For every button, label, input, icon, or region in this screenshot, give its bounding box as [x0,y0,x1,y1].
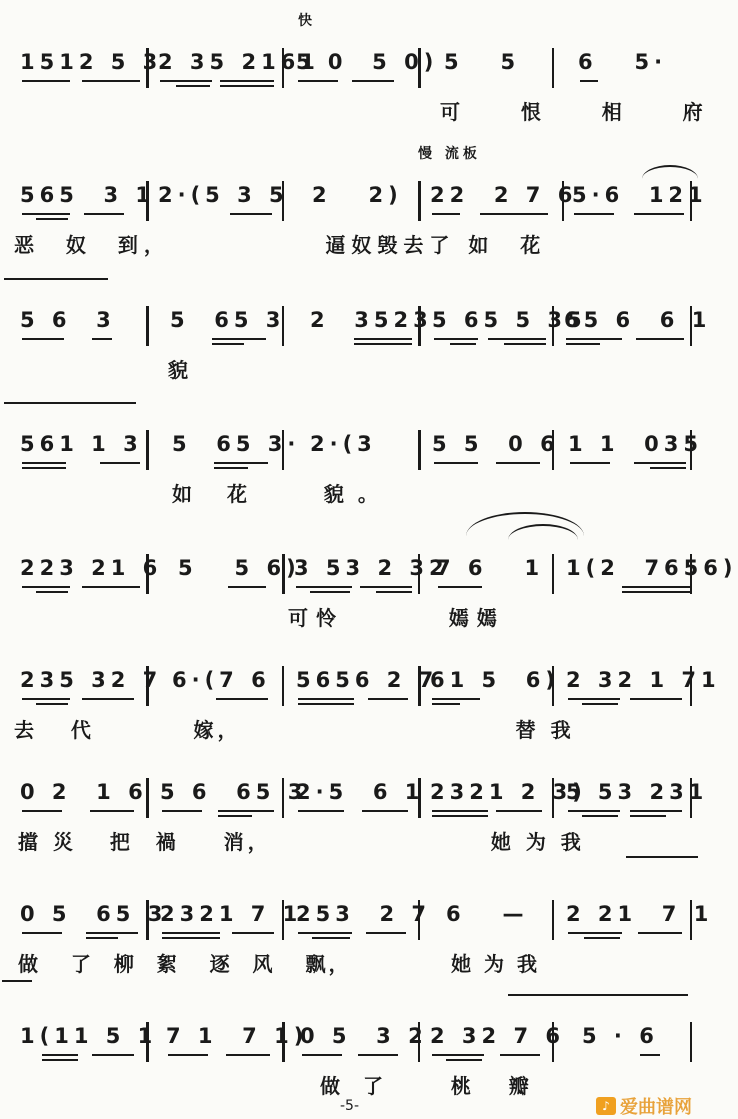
underline-beam [496,810,542,812]
underline-beam [218,815,252,817]
slur [4,402,136,404]
measure-notes: 6·(7 6 [172,668,271,692]
bar-line [552,48,554,88]
underline-beam [298,932,352,934]
measure-notes: 2·(5 3 5 [158,183,289,207]
underline-beam [100,462,140,464]
measure-notes: 5 · 6 [582,1024,659,1048]
staff-system-3 [0,300,712,400]
measure-notes: 2 32 1 71 [566,668,721,692]
underline-beam [310,591,350,593]
underline-beam [22,932,62,934]
measure-notes: 2 21 7 1 [566,902,714,926]
underline-beam [22,213,70,215]
underline-beam [296,586,352,588]
underline-beam [298,810,344,812]
measure-notes: 5 6 3 [20,308,116,332]
measure-notes: 5 53 231 [566,780,709,804]
underline-beam [162,932,220,934]
slur [4,278,108,280]
measure-notes: 2 32 7 6 [430,1024,565,1048]
underline-beam [446,1059,482,1061]
measure-notes: 223 21 6 [20,556,163,580]
underline-beam [362,810,408,812]
underline-beam [226,1054,270,1056]
measure-notes: 5 65 3· [172,432,301,456]
measure-notes: 2321 7 1 [160,902,303,926]
underline-beam [230,213,272,215]
underline-beam [574,213,614,215]
underline-beam [214,462,268,464]
underline-beam [622,586,692,588]
underline-beam [358,1054,398,1056]
measure-notes: 1 1 035 [568,432,703,456]
underline-beam [214,467,248,469]
underline-beam [22,338,64,340]
underline-beam [162,937,220,939]
measure-notes: 5 5 0 6 [432,432,560,456]
underline-beam [568,932,622,934]
underline-beam [220,80,274,82]
underline-beam [366,932,406,934]
measure-notes: 0 5 65 3 [20,902,168,926]
underline-beam [298,698,354,700]
underline-beam [92,338,112,340]
measure-notes: 7 6 1 [436,556,545,580]
underline-beam [354,338,412,340]
underline-beam [376,591,412,593]
underline-beam [36,703,68,705]
underline-beam [488,338,546,340]
measure-notes: 61 5 6) [430,668,560,692]
measure-notes: 65 6 6 1 [564,308,712,332]
underline-beam [86,937,118,939]
staff-system-8 [0,894,714,994]
lyric-line: 恶 奴 到， 逼奴毁去了 如 花 [14,233,547,257]
underline-beam [582,815,618,817]
measure-notes: 5 5 [444,50,521,74]
underline-beam [212,343,244,345]
measure-notes: 6 — [446,902,529,926]
lyric-line: 如 花 貌。 [172,482,392,506]
measure-notes: 253 2 7 [296,902,431,926]
underline-beam [636,338,684,340]
underline-beam [650,467,686,469]
underline-beam [570,462,610,464]
staff-system-4 [0,424,703,524]
measure-notes: 2 2) [312,183,403,207]
measure-notes: 5 5 6) [178,556,301,580]
underline-beam [634,213,684,215]
underline-beam [82,80,140,82]
measure-notes: 565 3 1 [20,183,155,207]
underline-beam [84,213,124,215]
underline-beam [638,932,682,934]
underline-beam [298,703,354,705]
slur [642,165,698,179]
underline-beam [302,1054,342,1056]
underline-beam [352,80,394,82]
bar-line [146,306,149,346]
watermark-text: 爱曲谱网 [620,1097,692,1118]
lyric-line: 做 了 桃 瓣 [320,1074,537,1098]
underline-beam [568,698,620,700]
slur [2,980,32,982]
underline-beam [496,462,540,464]
lyric-line: 貌 [168,358,198,382]
underline-beam [582,703,618,705]
staff-system-7 [0,772,709,872]
music-note-icon: ♪ [596,1097,616,1115]
underline-beam [630,698,682,700]
underline-beam [42,1059,78,1061]
lyric-line: 擋 災 把 禍 消， 她 为 我 [18,830,585,854]
underline-beam [360,586,412,588]
underline-beam [432,810,488,812]
lyric-line: 可怜 嫣嫣 [288,606,505,630]
measure-notes: 0 2 1 6 [20,780,148,804]
underline-beam [634,462,686,464]
measure-notes: 2 3523 [310,308,433,332]
measure-notes: 5656 2 7 [296,668,439,692]
underline-beam [432,698,480,700]
underline-beam [630,810,682,812]
lyric-line: 去 代 嫁， 替 我 [14,718,575,742]
underline-beam [566,343,600,345]
measure-notes: 1(11 5 1 [20,1024,158,1048]
underline-beam [22,467,66,469]
tempo-marking: 慢 流板 [418,146,481,162]
tempo-marking: 快 [298,13,316,29]
measure-notes: 235 32 7 [20,668,163,692]
underline-beam [640,1054,660,1056]
lyric-line: 可 恨 相 府 [440,100,713,124]
staff-system-5 [0,548,738,648]
underline-beam [584,937,620,939]
staff-system-1 [0,13,713,142]
underline-beam [22,810,62,812]
bar-line [282,666,284,706]
underline-beam [162,810,202,812]
underline-beam [216,698,268,700]
underline-beam [622,591,692,593]
underline-beam [568,810,620,812]
measure-notes: 6 5· [578,50,668,74]
underline-beam [160,80,212,82]
underline-beam [312,937,350,939]
underline-beam [212,338,266,340]
underline-beam [438,586,482,588]
slur [508,994,688,996]
bar-line [552,900,554,940]
bar-line [690,1022,692,1062]
page-number: -5- [340,1098,360,1114]
underline-beam [432,815,488,817]
measure-notes: 2·(3 [310,432,377,456]
measure-notes: 2321 2 3) [430,780,587,804]
slur [626,856,698,858]
measure-notes: 5·6 121 [572,183,708,207]
underline-beam [432,1054,484,1056]
measure-notes: 2 35 2161 [158,50,320,74]
bar-line [552,554,554,594]
measure-notes: 3 53 2 32 [294,556,449,580]
measure-notes: 22 2 7 6 [430,183,578,207]
underline-beam [86,932,138,934]
underline-beam [168,1054,208,1056]
bar-line [146,430,149,470]
staff-system-6 [0,660,721,760]
underline-beam [220,85,274,87]
bar-line [418,181,421,221]
underline-beam [22,462,66,464]
underline-beam [354,343,412,345]
underline-beam [36,591,68,593]
underline-beam [22,80,70,82]
underline-beam [92,1054,134,1056]
measure-notes: 561 1 3 [20,432,143,456]
underline-beam [504,343,546,345]
underline-beam [22,586,70,588]
underline-beam [82,698,134,700]
measure-notes: 5 65 5 35 [432,308,587,332]
lyric-line: 做 了 柳 絮 逐 风 飘， 她 为 我 [18,952,540,976]
measure-notes: 7 1 7 1) [166,1024,309,1048]
underline-beam [36,218,68,220]
underline-beam [434,462,478,464]
underline-beam [176,85,210,87]
underline-beam [368,698,408,700]
underline-beam [580,80,598,82]
underline-beam [630,815,666,817]
measure-notes: 0 5 3 2 [300,1024,428,1048]
underline-beam [228,586,266,588]
measure-notes: 2·5 6 1 [296,780,425,804]
staff-system-2 [0,146,708,275]
site-watermark [596,1093,692,1119]
underline-beam [432,213,460,215]
underline-beam [298,80,338,82]
underline-beam [450,343,476,345]
underline-beam [232,932,274,934]
underline-beam [42,1054,78,1056]
bar-line [418,430,421,470]
underline-beam [82,586,140,588]
measure-notes: 1512 5 3 [20,50,163,74]
underline-beam [22,698,70,700]
underline-beam [218,810,274,812]
underline-beam [90,810,134,812]
underline-beam [434,338,478,340]
measure-notes: 5 65 3 [170,308,286,332]
measure-notes: 5 0 5 0) [296,50,439,74]
measure-notes: 1(2 7656) [566,556,738,580]
measure-notes: 5 6 65 3 [160,780,308,804]
underline-beam [500,1054,540,1056]
underline-beam [566,338,622,340]
underline-beam [480,213,548,215]
underline-beam [432,703,460,705]
